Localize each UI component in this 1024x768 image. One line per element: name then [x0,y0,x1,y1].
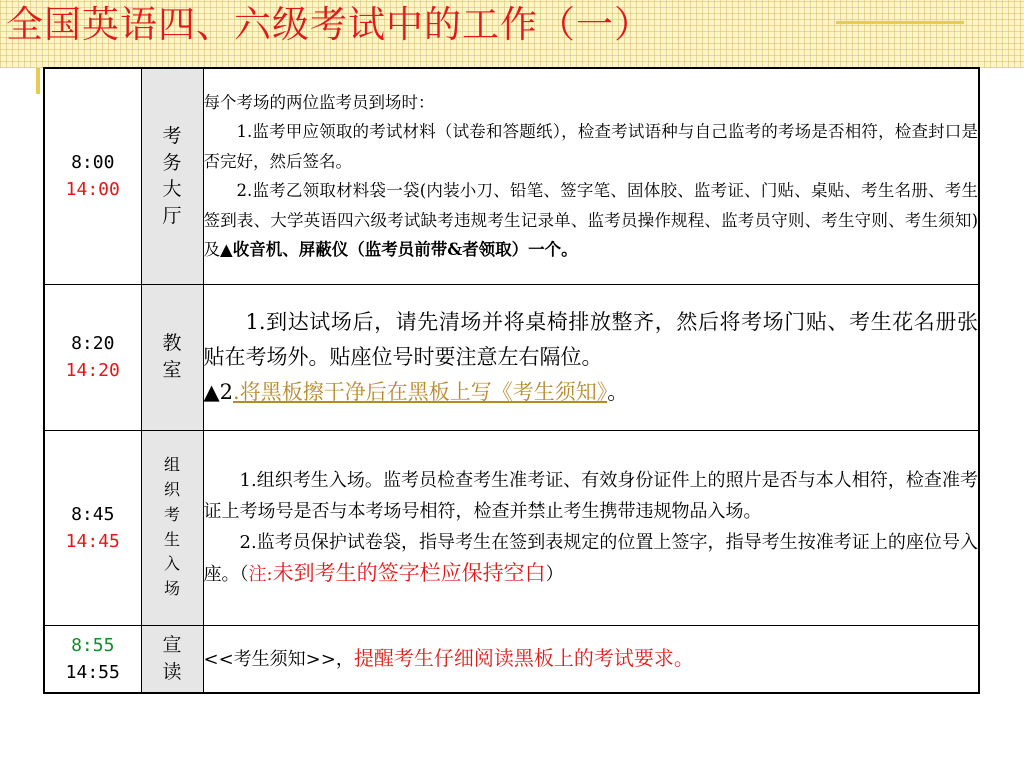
time-afternoon: 14:55 [65,661,120,683]
time-cell [44,430,141,625]
notice-reminder: 提醒考生仔细阅读黑板上的考试要求。 [353,645,694,670]
location-cell [141,68,203,284]
step-2-main: 2.监考乙领取材料袋一袋(内装小刀、铅笔、签字笔、固体胶、监考证、门贴、桌贴、考生名册、考生签到表、大学英语四六级考试缺考违规考生记录单、监考员操作规程、监考员守则、考生守则、考生须知)及 [203,181,978,260]
step-2-highlight: ▲收音机、屏蔽仪（监考员前带&者领取）一个。 [220,240,578,260]
page-title: 全国英语四、六级考试中的工作（一） [6,3,652,46]
table-row [44,284,979,430]
location-cell [141,430,203,625]
description-cell [203,625,979,693]
time-afternoon: 14:20 [65,360,120,381]
time-start: 8:45 [71,503,115,525]
time-afternoon: 14:00 [65,179,120,201]
description-cell [203,284,979,430]
step-1-text: 1.组织考生入场。监考员检查考生准考证、有效身份证件上的照片是否与本人相符，检查准考证上考场号是否与本考场号相符，检查并禁止考生携带违规物品入场。 [203,470,978,522]
location-label: 组织考生入场 [163,455,180,599]
note-label: 注: [248,564,273,585]
table-row [44,625,979,693]
time-cell [44,284,141,430]
step-2-text [204,527,979,590]
description-cell [203,68,979,284]
step-2-suffix: 。 [607,379,629,404]
step-2-link[interactable]: .将黑板擦干净后在黑板上写《考生须知》 [233,379,608,404]
note-close: ） [545,564,564,585]
title-rule [836,21,964,24]
location-label: 考务大厅 [162,125,182,227]
notice-title: <<考生须知>>， [203,648,354,670]
step-2-main: 2.监考员保护试卷袋，指导考生在签到表规定的位置上签字，指导考生按准考证上的座位号入座。（ [203,532,978,585]
description-cell [203,430,979,625]
time-start: 8:20 [71,333,115,354]
time-afternoon: 14:45 [65,530,120,552]
step-2-text [204,176,979,265]
table-row [44,430,979,625]
location-cell [141,625,203,693]
schedule-table [43,67,980,694]
note-text: 未到考生的签字栏应保持空白 [272,561,546,585]
time-cell [44,625,141,693]
table-row [44,68,979,284]
location-cell [141,284,203,430]
time-start: 8:55 [71,634,115,656]
time-start: 8:00 [71,152,115,174]
left-accent-bar [36,68,40,94]
step-1-text: 1.到达试场后，请先清场并将桌椅排放整齐，然后将考场门贴、考生花名册张贴在考场外。贴座位号时要注意左右隔位。 [203,309,978,369]
location-label: 教室 [162,332,182,381]
step-1-text: 1.监考甲应领取的考试材料（试卷和答题纸），检查考试语种与自己监考的考场是否相符，检查封口是否完好，然后签名。 [203,122,978,171]
step-2-prefix: ▲2 [203,379,234,404]
location-label: 宣读 [162,634,182,683]
time-cell [44,68,141,284]
step-2-text [204,375,979,410]
intro-text: 每个考场的两位监考员到场时： [203,92,435,112]
